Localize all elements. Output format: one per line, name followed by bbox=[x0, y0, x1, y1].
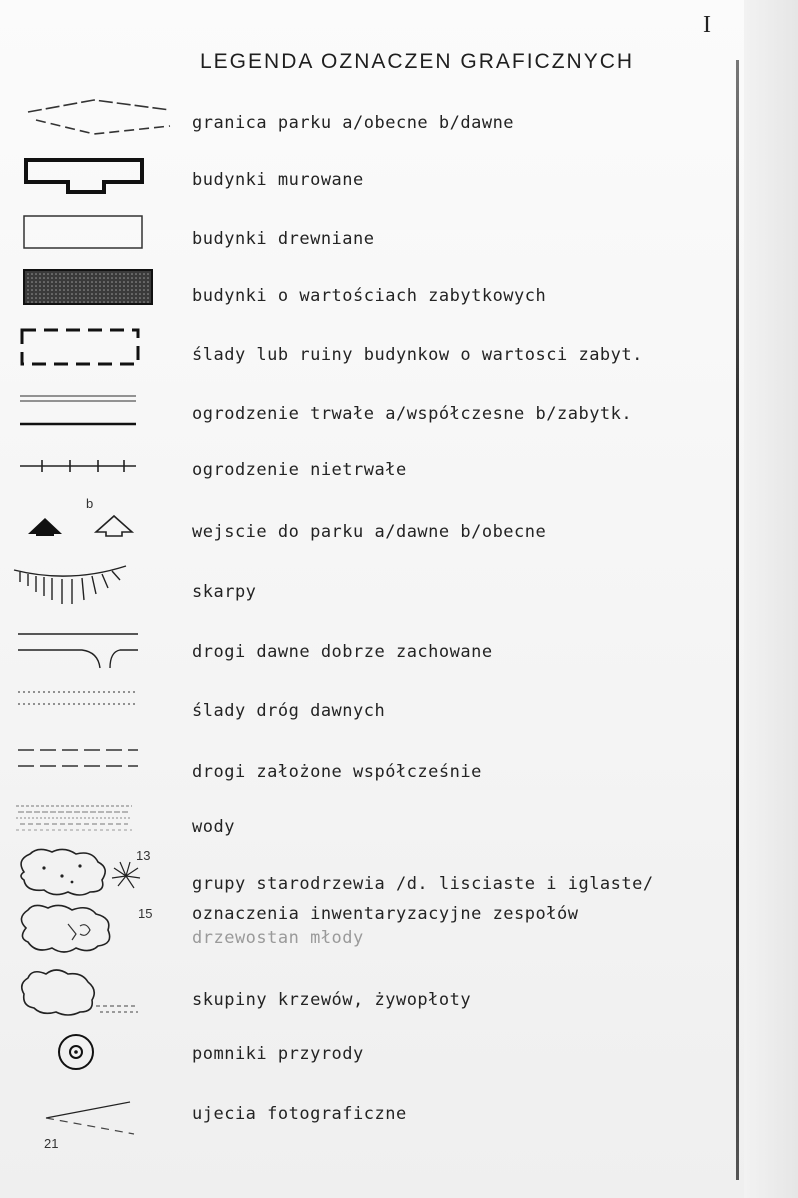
page-edge-shadow bbox=[744, 0, 798, 1198]
entry-photo-viewpoints: ujecia fotograficzne bbox=[192, 1104, 407, 1124]
water-symbol bbox=[14, 800, 136, 836]
historic-building-symbol bbox=[22, 268, 154, 308]
photo-viewpoint-symbol bbox=[40, 1096, 140, 1140]
entry-water: wody bbox=[192, 817, 235, 837]
entry-young-trees: drzewostan młody bbox=[192, 928, 364, 948]
entry-escarpments: skarpy bbox=[192, 582, 257, 602]
young-tree-symbol bbox=[14, 900, 138, 956]
entry-inventory-markings: oznaczenia inwentaryzacyjne zespołów bbox=[192, 904, 579, 924]
natural-monument-symbol bbox=[54, 1030, 98, 1074]
entrance-symbol bbox=[22, 512, 138, 538]
brick-building-symbol bbox=[22, 156, 146, 196]
ruins-symbol bbox=[18, 326, 144, 370]
old-road-symbol bbox=[16, 628, 142, 674]
entry-park-boundary: granica parku a/obecne b/dawne bbox=[192, 113, 515, 133]
entry-brick-buildings: budynki murowane bbox=[192, 170, 364, 190]
group-13-label: 13 bbox=[136, 848, 151, 863]
legend-title: LEGENDA OZNACZEN GRAFICZNYCH bbox=[200, 50, 635, 73]
shrub-hedge-symbol bbox=[16, 966, 142, 1020]
wooden-building-symbol bbox=[22, 212, 146, 252]
entry-shrubs-hedges: skupiny krzewów, żywopłoty bbox=[192, 990, 472, 1010]
escarpment-symbol bbox=[12, 562, 130, 608]
temporary-fence-symbol bbox=[18, 456, 140, 476]
page-number: I bbox=[703, 12, 711, 38]
entry-temporary-fence: ogrodzenie nietrwałe bbox=[192, 460, 407, 480]
entry-entrance: wejscie do parku a/dawne b/obecne bbox=[192, 522, 547, 542]
group-15-label: 15 bbox=[138, 906, 153, 921]
entry-permanent-fence: ogrodzenie trwałe a/współczesne b/zabytk. bbox=[192, 404, 633, 424]
modern-road-symbol bbox=[16, 744, 142, 774]
entry-old-roads: drogi dawne dobrze zachowane bbox=[192, 642, 493, 662]
entry-modern-roads: drogi założone współcześnie bbox=[192, 762, 482, 782]
entry-wooden-buildings: budynki drewniane bbox=[192, 229, 375, 249]
entry-old-tree-groups: grupy starodrzewia /d. lisciaste i iglaste/ bbox=[192, 874, 654, 894]
old-road-trace-symbol bbox=[16, 686, 142, 710]
margin-rule bbox=[736, 60, 739, 1180]
old-tree-group-symbol bbox=[14, 846, 154, 898]
photo-21-label: 21 bbox=[44, 1136, 59, 1151]
park-boundary-symbol bbox=[24, 96, 174, 138]
entry-old-road-traces: ślady dróg dawnych bbox=[192, 701, 386, 721]
entrance-b-label: b bbox=[86, 496, 94, 511]
entry-ruins: ślady lub ruiny budynkow o wartosci zabyt. bbox=[192, 345, 643, 365]
entry-historic-buildings: budynki o wartościach zabytkowych bbox=[192, 286, 547, 306]
entry-natural-monuments: pomniki przyrody bbox=[192, 1044, 364, 1064]
permanent-fence-symbol bbox=[18, 390, 140, 430]
